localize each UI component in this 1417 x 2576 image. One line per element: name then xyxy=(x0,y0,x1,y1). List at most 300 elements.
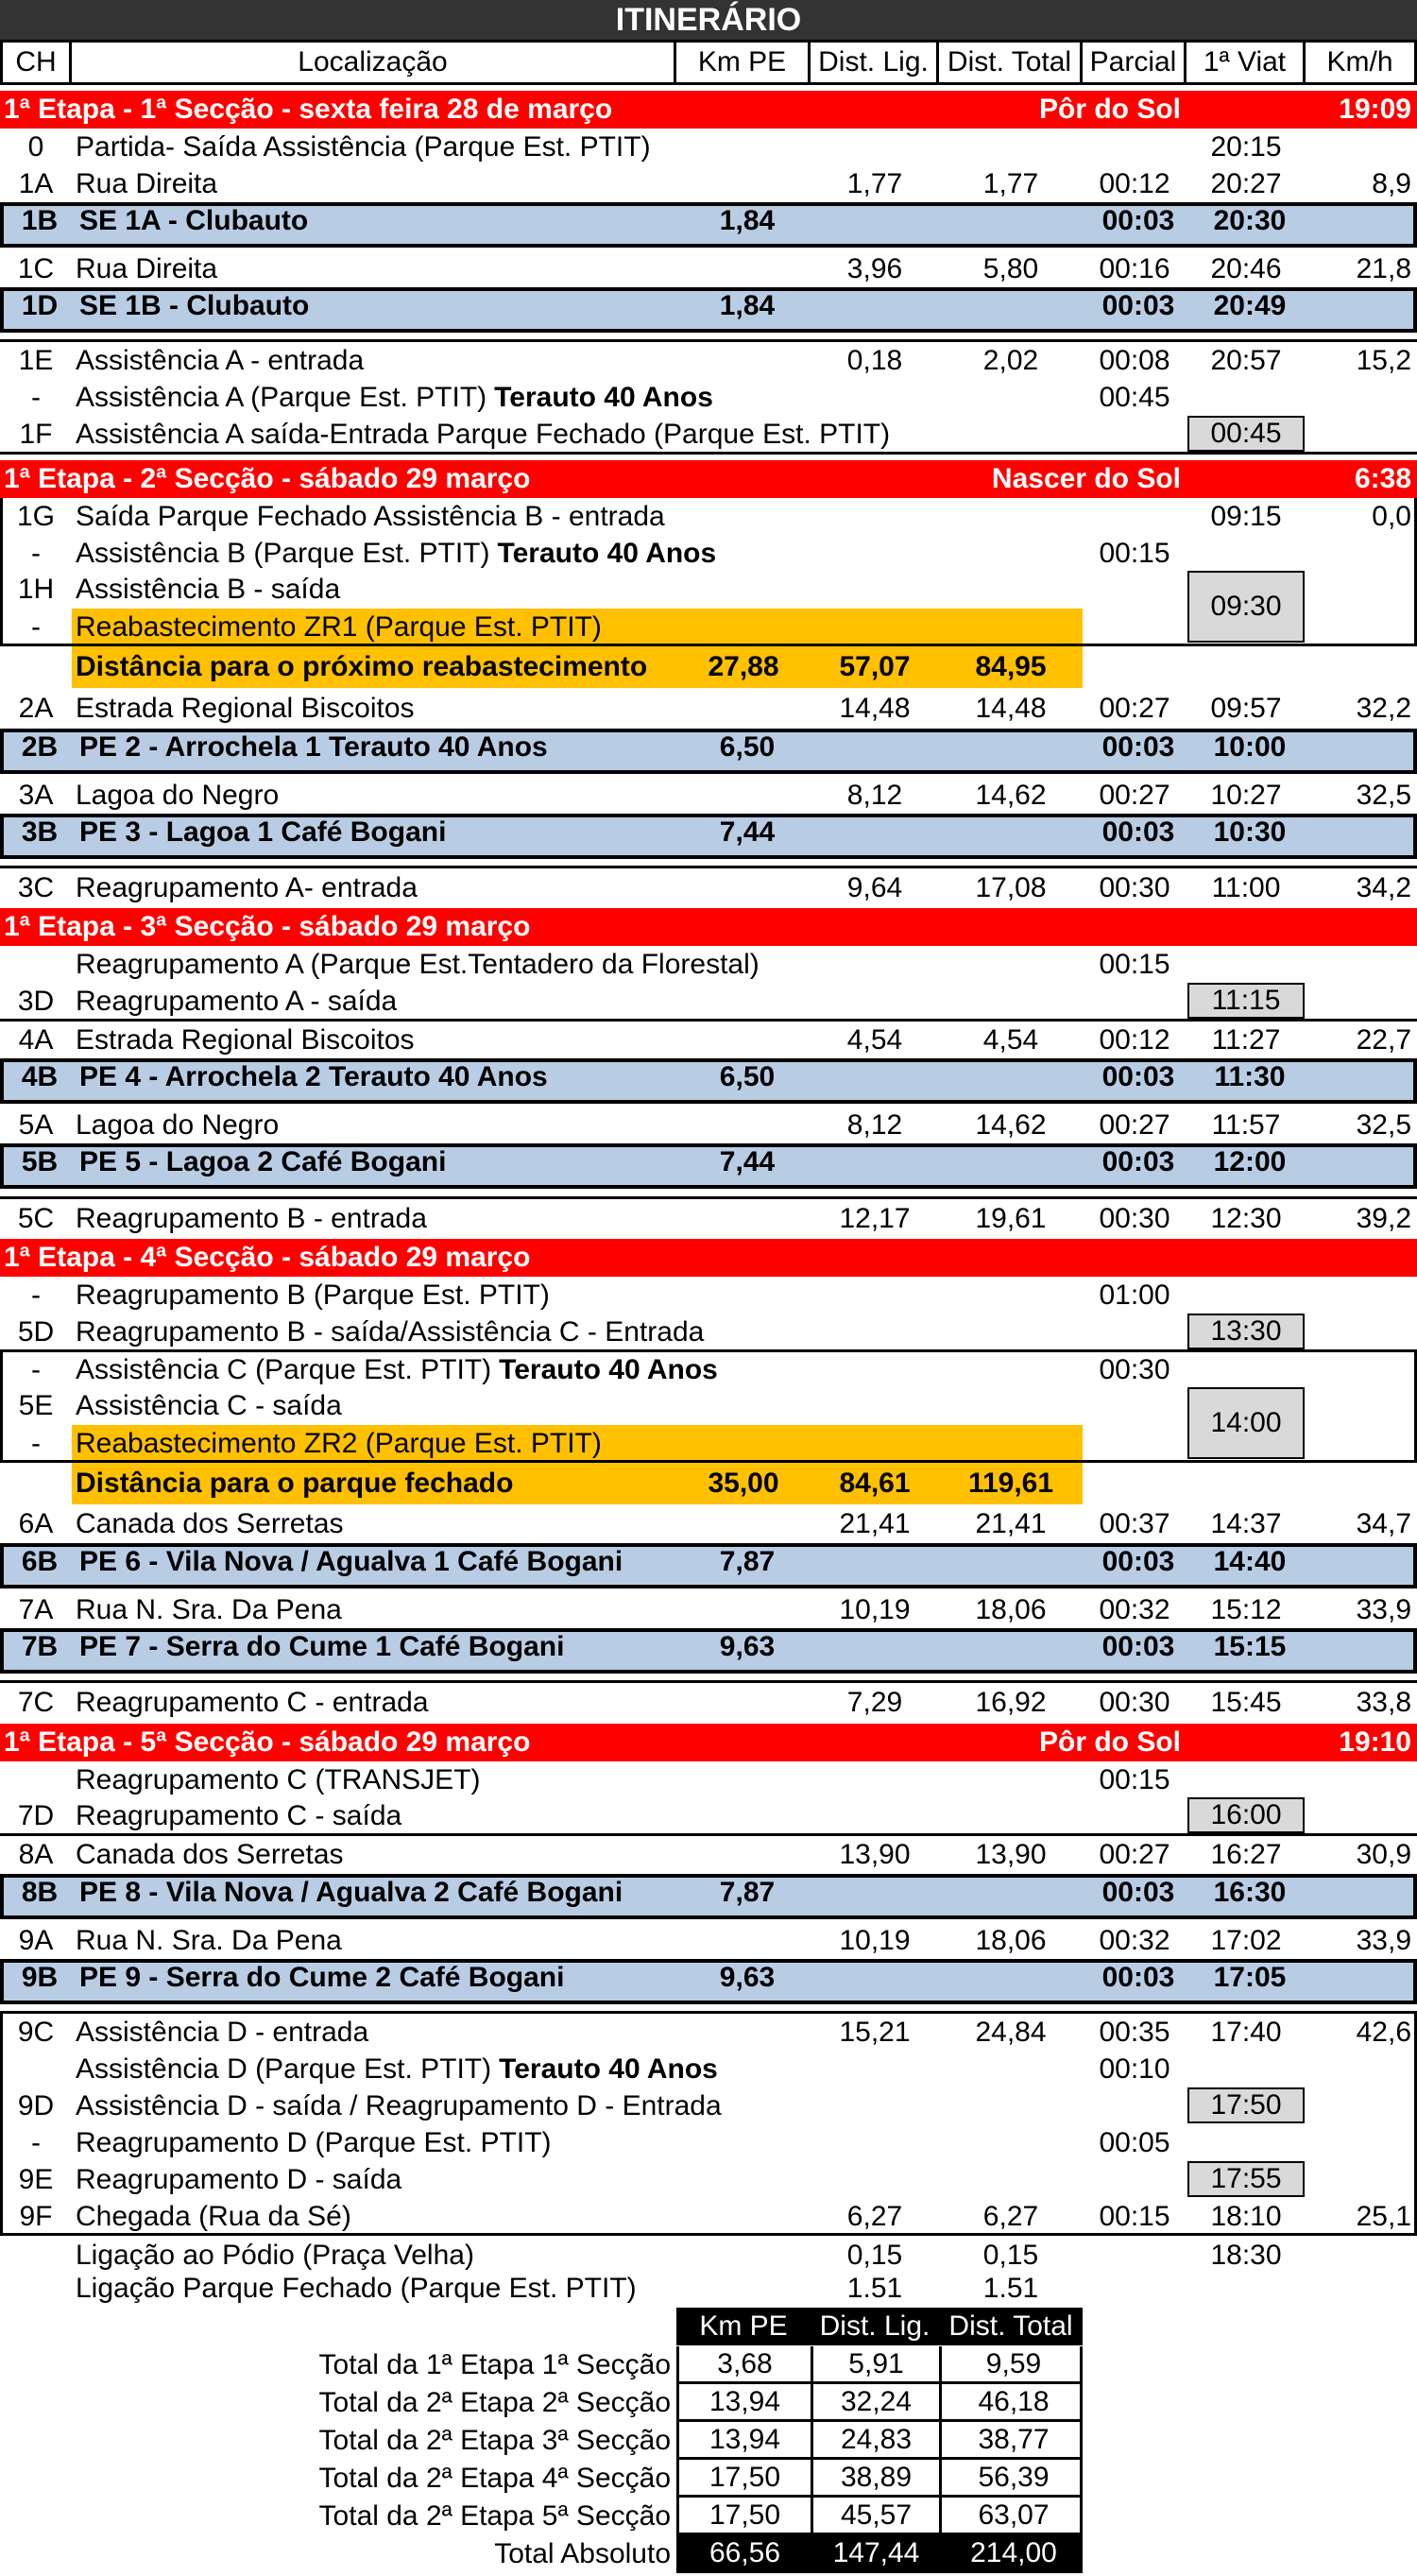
itinerary-row xyxy=(0,498,1417,536)
section-header xyxy=(0,460,1417,498)
cell-lig: 0,18 xyxy=(846,345,903,376)
cell-ch: 1D xyxy=(21,290,59,321)
itinerary-row xyxy=(0,690,1417,728)
cell-tot: 19,61 xyxy=(975,1203,1047,1234)
itinerary-row xyxy=(0,250,1417,288)
itinerary-row xyxy=(0,287,1417,333)
cell-ch: - xyxy=(31,538,41,569)
totals-cell-lig: 147,44 xyxy=(813,2535,942,2570)
cell-par: 00:03 xyxy=(1101,816,1175,848)
cell-lig: 9,64 xyxy=(846,872,903,903)
time-box: 14:00 xyxy=(1187,1387,1305,1459)
cell-par: 00:32 xyxy=(1099,1594,1170,1625)
cell-viat: 20:57 xyxy=(1210,345,1282,376)
itinerary-row xyxy=(0,1425,1417,1463)
divider-line xyxy=(0,452,1417,455)
cell-ch: - xyxy=(31,1279,41,1311)
cell-kmh: 25,1 xyxy=(1356,2201,1411,2232)
cell-tot: 24,84 xyxy=(975,2017,1047,2048)
cell-ch: - xyxy=(31,2127,41,2158)
cell-lig: 7,29 xyxy=(846,1687,903,1718)
cell-kmpe: 9,63 xyxy=(719,1631,776,1662)
cell-par: 00:12 xyxy=(1099,1024,1170,1056)
cell-loc: PE 9 - Serra do Cume 2 Café Bogani xyxy=(79,1962,565,1993)
divider-line xyxy=(0,866,1417,868)
totals-row xyxy=(0,2346,1083,2384)
cell-ch: 5D xyxy=(17,1316,55,1348)
itinerary-row xyxy=(0,165,1417,203)
divider-line xyxy=(0,498,3,644)
itinerary-row xyxy=(0,1761,1417,1799)
totals-values xyxy=(676,2422,1083,2460)
cell-ch: - xyxy=(31,611,41,643)
totals-header-cell: Km PE xyxy=(699,2310,788,2342)
cell-lig: 21,41 xyxy=(839,1508,911,1539)
cell-tot: 6,27 xyxy=(982,2201,1039,2232)
itinerary-row xyxy=(0,2272,1417,2306)
totals-values xyxy=(676,2460,1083,2498)
cell-loc: Partida- Saída Assistência (Parque Est. PTIT) xyxy=(76,131,651,163)
cell-kmpe: 7,44 xyxy=(719,816,776,848)
cell-loc: SE 1A - Clubauto xyxy=(79,205,309,236)
cell-ch: 9F xyxy=(19,2201,53,2232)
header-parcial: Parcial xyxy=(1083,43,1187,82)
cell-ch: 6B xyxy=(21,1546,59,1577)
cell-ch: - xyxy=(31,1354,41,1385)
cell-ch: 8B xyxy=(21,1877,59,1908)
cell-tot: 13,90 xyxy=(975,1839,1047,1870)
cell-lig: 8,12 xyxy=(846,1109,903,1141)
cell-ch: 9B xyxy=(21,1962,59,1993)
sponsor-text: Terauto 40 Anos xyxy=(499,1354,718,1385)
cell-lig: 12,17 xyxy=(839,1203,911,1234)
time-box: 17:50 xyxy=(1187,2087,1305,2123)
cell-ch: 3A xyxy=(18,780,54,811)
itinerary-row xyxy=(0,777,1417,815)
totals-header-cell: Dist. Total xyxy=(948,2310,1073,2342)
totals-values xyxy=(676,2498,1083,2535)
time-box: 16:00 xyxy=(1187,1797,1305,1833)
cell-kmh: 32,5 xyxy=(1356,1109,1411,1141)
itinerary-row xyxy=(0,535,1417,573)
cell-ch: 5B xyxy=(21,1146,59,1177)
location-text: Assistência D (Parque Est. PTIT) xyxy=(76,2053,492,2085)
section-title: 1ª Etapa - 4ª Secção - sábado 29 março xyxy=(4,1242,531,1273)
cell-par: 00:03 xyxy=(1101,205,1175,236)
cell-lig: 6,27 xyxy=(846,2201,903,2232)
section-title: 1ª Etapa - 2ª Secção - sábado 29 março xyxy=(4,463,531,494)
cell-viat: 11:00 xyxy=(1211,872,1281,903)
cell-par: 00:03 xyxy=(1101,290,1175,321)
cell-viat: 14:37 xyxy=(1210,1508,1282,1539)
cell-ch: 2A xyxy=(18,693,54,724)
itinerary-row xyxy=(0,416,1417,454)
cell-par: 00:32 xyxy=(1099,1925,1170,1956)
divider-line xyxy=(0,1196,1417,1199)
totals-cell-kmpe: 66,56 xyxy=(679,2535,813,2570)
location-text: Assistência B (Parque Est. PTIT) xyxy=(76,538,490,569)
totals-cell-tot: 63,07 xyxy=(978,2499,1050,2531)
itinerary-row xyxy=(0,1684,1417,1722)
itinerary-row xyxy=(0,342,1417,380)
cell-ch: 1F xyxy=(19,419,53,450)
cell-lig: 0,15 xyxy=(846,2240,903,2271)
itinerary-row xyxy=(0,1058,1417,1104)
totals-row xyxy=(0,2535,1083,2573)
cell-viat: 16:30 xyxy=(1213,1877,1287,1908)
cell-loc: Saída Parque Fechado Assistência B - entrada xyxy=(76,501,665,532)
cell-kmh: 34,7 xyxy=(1356,1508,1411,1539)
cell-loc: Ligação Parque Fechado (Parque Est. PTIT) xyxy=(76,2273,637,2304)
cell-tot: 18,06 xyxy=(975,1594,1047,1625)
totals-cell-lig: 45,57 xyxy=(813,2498,942,2533)
totals-cell-lig: 24,83 xyxy=(813,2422,942,2457)
cell-ch: 1B xyxy=(21,205,59,236)
cell-par: 00:03 xyxy=(1101,1631,1175,1662)
cell-viat: 18:30 xyxy=(1210,2240,1282,2271)
cell-lig: 84,61 xyxy=(839,1468,911,1499)
totals-cell-lig: 5,91 xyxy=(813,2346,942,2381)
cell-par: 00:15 xyxy=(1099,1764,1170,1795)
header-ch: CH xyxy=(0,43,72,82)
cell-loc: Reagrupamento D (Parque Est. PTIT) xyxy=(76,2127,552,2158)
cell-ch: 7C xyxy=(17,1687,55,1718)
cell-ch: 1C xyxy=(17,253,55,284)
itinerary-row xyxy=(0,648,1417,686)
cell-kmh: 0,0 xyxy=(1372,501,1411,532)
itinerary-row xyxy=(0,2051,1417,2088)
cell-loc: PE 4 - Arrochela 2 Terauto 40 Anos xyxy=(79,1061,548,1092)
cell-loc: Canada dos Serretas xyxy=(76,1508,344,1539)
cell-loc: Reagrupamento C - entrada xyxy=(76,1687,429,1718)
cell-ch: 3C xyxy=(17,872,55,903)
cell-par: 00:30 xyxy=(1099,1354,1170,1385)
itinerary-row xyxy=(0,1959,1417,2004)
divider-line xyxy=(0,1460,1417,1463)
totals-cell-tot: 214,00 xyxy=(970,2536,1057,2568)
time-box: 17:55 xyxy=(1187,2161,1305,2197)
location-text: Assistência C (Parque Est. PTIT) xyxy=(76,1354,492,1385)
sponsor-text: Terauto 40 Anos xyxy=(497,538,717,569)
cell-lig: 10,19 xyxy=(839,1594,911,1625)
cell-viat: 17:02 xyxy=(1210,1925,1282,1956)
cell-lig: 13,90 xyxy=(839,1839,911,1870)
cell-loc: PE 5 - Lagoa 2 Café Bogani xyxy=(79,1146,447,1177)
cell-viat: 17:40 xyxy=(1210,2017,1282,2048)
cell-loc xyxy=(76,2051,718,2088)
itinerary-row xyxy=(0,2014,1417,2052)
divider-line xyxy=(0,2233,1417,2236)
itinerary-row xyxy=(0,2087,1417,2125)
itinerary-row xyxy=(0,1143,1417,1189)
header-1a-viat: 1ª Viat xyxy=(1187,43,1306,82)
cell-viat: 14:40 xyxy=(1213,1546,1287,1577)
totals-values xyxy=(676,2535,1083,2573)
totals-row xyxy=(0,2498,1083,2535)
cell-loc: Reagrupamento C - saída xyxy=(76,1800,402,1831)
sun-label: Nascer do Sol xyxy=(991,463,1181,494)
cell-loc: PE 3 - Lagoa 1 Café Bogani xyxy=(79,816,447,848)
cell-kmpe: 6,50 xyxy=(719,731,776,763)
totals-cell-kmpe: 17,50 xyxy=(679,2460,813,2495)
cell-kmpe: 27,88 xyxy=(708,651,779,682)
sponsor-text: Terauto 40 Anos xyxy=(494,382,713,413)
cell-ch: 1G xyxy=(16,501,56,532)
cell-tot: 18,06 xyxy=(975,1925,1047,1956)
cell-lig: 3,96 xyxy=(846,253,903,284)
cell-par: 00:27 xyxy=(1099,1839,1170,1870)
cell-loc: Lagoa do Negro xyxy=(76,780,280,811)
cell-loc: Canada dos Serretas xyxy=(76,1839,344,1870)
cell-viat: 20:49 xyxy=(1213,290,1287,321)
cell-kmpe: 7,87 xyxy=(719,1546,776,1577)
cell-tot: 0,15 xyxy=(982,2240,1039,2271)
section-title: 1ª Etapa - 5ª Secção - sábado 29 março xyxy=(4,1726,531,1758)
cell-par: 00:15 xyxy=(1099,949,1170,980)
divider-line xyxy=(0,644,1417,646)
cell-loc: PE 8 - Vila Nova / Agualva 2 Café Bogani xyxy=(79,1877,623,1908)
totals-row xyxy=(0,2460,1083,2498)
cell-viat: 18:10 xyxy=(1210,2201,1282,2232)
cell-par: 00:35 xyxy=(1099,2017,1170,2048)
cell-ch: 3D xyxy=(17,986,55,1017)
cell-tot: 119,61 xyxy=(967,1468,1054,1499)
cell-lig: 57,07 xyxy=(839,651,911,682)
cell-par: 00:27 xyxy=(1099,1109,1170,1141)
cell-loc: Rua N. Sra. Da Pena xyxy=(76,1594,342,1625)
cell-tot: 5,80 xyxy=(982,253,1039,284)
cell-viat: 09:57 xyxy=(1210,693,1282,724)
itinerary-row xyxy=(0,729,1417,774)
cell-kmh: 33,9 xyxy=(1356,1925,1411,1956)
itinerary-row xyxy=(0,1797,1417,1835)
cell-loc: Reabastecimento ZR2 (Parque Est. PTIT) xyxy=(76,1428,602,1459)
totals-cell-kmpe: 13,94 xyxy=(679,2384,813,2419)
itinerary-row xyxy=(0,1505,1417,1543)
cell-kmpe: 7,87 xyxy=(719,1877,776,1908)
section-header xyxy=(0,1239,1417,1277)
totals-label: Total da 2ª Etapa 4ª Secção xyxy=(318,2463,671,2494)
cell-loc: Reagrupamento B (Parque Est. PTIT) xyxy=(76,1279,550,1311)
cell-ch: 1A xyxy=(18,168,54,199)
cell-kmpe: 35,00 xyxy=(708,1468,779,1499)
cell-kmh: 39,2 xyxy=(1356,1203,1411,1234)
cell-par: 00:10 xyxy=(1099,2053,1170,2085)
itinerary-row xyxy=(0,1543,1417,1589)
itinerary-row xyxy=(0,1465,1417,1503)
itinerary-row xyxy=(0,1387,1417,1425)
totals-label: Total da 2ª Etapa 2ª Secção xyxy=(318,2387,671,2418)
cell-loc: PE 2 - Arrochela 1 Terauto 40 Anos xyxy=(79,731,548,763)
itinerary-row xyxy=(0,1107,1417,1144)
section-header xyxy=(0,1724,1417,1761)
cell-ch: - xyxy=(31,1428,41,1459)
cell-kmpe: 7,44 xyxy=(719,1146,776,1177)
cell-ch: 9A xyxy=(18,1925,54,1956)
cell-par: 00:27 xyxy=(1099,780,1170,811)
cell-viat: 16:27 xyxy=(1210,1839,1282,1870)
cell-ch: 4A xyxy=(18,1024,54,1056)
cell-par: 00:45 xyxy=(1099,382,1170,413)
cell-lig: 1,77 xyxy=(846,168,903,199)
cell-kmh: 30,9 xyxy=(1356,1839,1411,1870)
cell-loc: PE 6 - Vila Nova / Agualva 1 Café Bogani xyxy=(79,1546,623,1577)
cell-viat: 12:00 xyxy=(1213,1146,1287,1177)
cell-loc xyxy=(76,1351,718,1389)
cell-viat: 10:30 xyxy=(1213,816,1287,848)
itinerary-row xyxy=(0,1922,1417,1960)
cell-lig: 15,21 xyxy=(839,2017,911,2048)
cell-kmh: 33,9 xyxy=(1356,1594,1411,1625)
totals-cell-kmpe: 3,68 xyxy=(679,2346,813,2381)
cell-ch: 7B xyxy=(21,1631,59,1662)
page-title: ITINERÁRIO xyxy=(0,0,1417,40)
cell-loc xyxy=(76,379,713,417)
cell-viat: 17:05 xyxy=(1213,1962,1287,1993)
cell-par: 00:27 xyxy=(1099,693,1170,724)
divider-line xyxy=(0,2014,3,2235)
cell-kmh: 34,2 xyxy=(1356,872,1411,903)
cell-par: 00:03 xyxy=(1101,1877,1175,1908)
cell-kmpe: 9,63 xyxy=(719,1962,776,1993)
cell-viat: 09:15 xyxy=(1210,501,1282,532)
cell-kmh: 32,5 xyxy=(1356,780,1411,811)
cell-lig: 14,48 xyxy=(839,693,911,724)
cell-loc: Distância para o parque fechado xyxy=(76,1468,514,1499)
cell-loc: Assistência D - saída / Reagrupamento D - Entrada xyxy=(76,2090,722,2121)
cell-loc: Assistência B - saída xyxy=(76,574,341,605)
header-dist-lig: Dist. Lig. xyxy=(811,43,939,82)
cell-loc: Assistência A saída-Entrada Parque Fechado (Parque Est. PTIT) xyxy=(76,419,891,450)
cell-ch: 2B xyxy=(21,731,59,763)
cell-par: 00:03 xyxy=(1101,1146,1175,1177)
header-dist-total: Dist. Total xyxy=(939,43,1083,82)
header-km-pe: Km PE xyxy=(676,43,811,82)
cell-loc: Reagrupamento A- entrada xyxy=(76,872,418,903)
totals-label: Total Absoluto xyxy=(494,2538,671,2569)
sun-label: Pôr do Sol xyxy=(1039,94,1181,125)
itinerary-row xyxy=(0,1591,1417,1629)
time-box: 09:30 xyxy=(1187,571,1305,643)
cell-tot: 16,92 xyxy=(975,1687,1047,1718)
totals-cell-kmpe: 13,94 xyxy=(679,2422,813,2457)
cell-ch: 0 xyxy=(27,131,44,163)
cell-ch: 9E xyxy=(18,2164,54,2195)
cell-loc: Reagrupamento B - saída/Assistência C - Entrada xyxy=(76,1316,705,1348)
cell-tot: 1,77 xyxy=(982,168,1039,199)
cell-viat: 20:30 xyxy=(1213,205,1287,236)
cell-loc: Assistência D - entrada xyxy=(76,2017,369,2048)
itinerary-row xyxy=(0,869,1417,907)
totals-label: Total da 1ª Etapa 1ª Secção xyxy=(318,2349,671,2380)
cell-kmh: 21,8 xyxy=(1356,253,1411,284)
cell-viat: 10:27 xyxy=(1210,780,1282,811)
sponsor-text: Terauto 40 Anos xyxy=(499,2053,718,2085)
cell-ch: 6A xyxy=(18,1508,54,1539)
itinerary-row xyxy=(0,2198,1417,2236)
cell-loc: Distância para o próximo reabastecimento xyxy=(76,651,648,682)
sun-time: 19:10 xyxy=(1339,1726,1411,1758)
cell-viat: 20:27 xyxy=(1210,168,1282,199)
cell-loc: Reabastecimento ZR1 (Parque Est. PTIT) xyxy=(76,611,602,643)
totals-values xyxy=(676,2346,1083,2384)
cell-tot: 17,08 xyxy=(975,872,1047,903)
time-box: 11:15 xyxy=(1187,983,1305,1019)
cell-viat: 15:12 xyxy=(1210,1594,1282,1625)
cell-lig: 4,54 xyxy=(846,1024,903,1056)
cell-loc: Rua Direita xyxy=(76,253,218,284)
cell-par: 00:03 xyxy=(1101,1962,1175,1993)
itinerary-row xyxy=(0,1351,1417,1389)
totals-header xyxy=(676,2308,1083,2345)
itinerary-row xyxy=(0,2124,1417,2162)
cell-loc: Assistência C - saída xyxy=(76,1390,342,1421)
section-header xyxy=(0,91,1417,129)
itinerary-row xyxy=(0,129,1417,166)
cell-par: 00:16 xyxy=(1099,253,1170,284)
divider-line xyxy=(0,1680,1417,1683)
totals-label: Total da 2ª Etapa 5ª Secção xyxy=(318,2500,671,2532)
itinerary-row xyxy=(0,202,1417,248)
cell-par: 00:15 xyxy=(1099,2201,1170,2232)
itinerary-row xyxy=(0,609,1417,646)
itinerary-row xyxy=(0,379,1417,417)
cell-tot: 14,62 xyxy=(975,780,1047,811)
cell-viat: 20:15 xyxy=(1210,131,1282,163)
time-box: 13:30 xyxy=(1187,1314,1305,1349)
totals-header-cell: Dist. Lig. xyxy=(819,2310,930,2342)
cell-tot: 14,62 xyxy=(975,1109,1047,1141)
cell-tot: 1.51 xyxy=(982,2273,1039,2304)
cell-par: 00:08 xyxy=(1099,345,1170,376)
cell-ch: 7D xyxy=(17,1800,55,1831)
itinerary-row xyxy=(0,1836,1417,1874)
cell-kmh: 32,2 xyxy=(1356,693,1411,724)
cell-viat: 11:57 xyxy=(1211,1109,1281,1141)
cell-kmh: 42,6 xyxy=(1356,2017,1411,2048)
cell-loc: Rua Direita xyxy=(76,168,218,199)
cell-ch: 5A xyxy=(18,1109,54,1141)
cell-loc: Estrada Regional Biscoitos xyxy=(76,1024,415,1056)
cell-viat: 10:00 xyxy=(1213,731,1287,763)
cell-ch: 3B xyxy=(21,816,59,848)
totals-label: Total da 2ª Etapa 3ª Secção xyxy=(318,2425,671,2456)
cell-lig: 10,19 xyxy=(839,1925,911,1956)
section-title: 1ª Etapa - 1ª Secção - sexta feira 28 de março xyxy=(4,94,613,125)
header-kmh: Km/h xyxy=(1306,43,1417,82)
itinerary-row xyxy=(0,983,1417,1021)
cell-loc: Rua N. Sra. Da Pena xyxy=(76,1925,342,1956)
itinerary-row xyxy=(0,1200,1417,1238)
cell-viat: 11:30 xyxy=(1214,1061,1286,1092)
cell-par: 00:30 xyxy=(1099,1687,1170,1718)
cell-loc: Reagrupamento A (Parque Est.Tentadero da Florestal) xyxy=(76,949,760,980)
cell-lig: 1.51 xyxy=(846,2273,903,2304)
location-text: Assistência A (Parque Est. PTIT) xyxy=(76,382,487,413)
table-header xyxy=(0,40,1417,85)
cell-lig: 8,12 xyxy=(846,780,903,811)
cell-tot: 2,02 xyxy=(982,345,1039,376)
cell-loc: Lagoa do Negro xyxy=(76,1109,280,1141)
cell-loc: Reagrupamento D - saída xyxy=(76,2164,402,2195)
cell-loc: PE 7 - Serra do Cume 1 Café Bogani xyxy=(79,1631,565,1662)
time-box: 00:45 xyxy=(1187,416,1305,452)
cell-tot: 84,95 xyxy=(975,651,1047,682)
cell-kmh: 8,9 xyxy=(1372,168,1411,199)
cell-kmpe: 1,84 xyxy=(719,205,776,236)
cell-ch: 8A xyxy=(18,1839,54,1870)
cell-loc: Reagrupamento A - saída xyxy=(76,986,398,1017)
